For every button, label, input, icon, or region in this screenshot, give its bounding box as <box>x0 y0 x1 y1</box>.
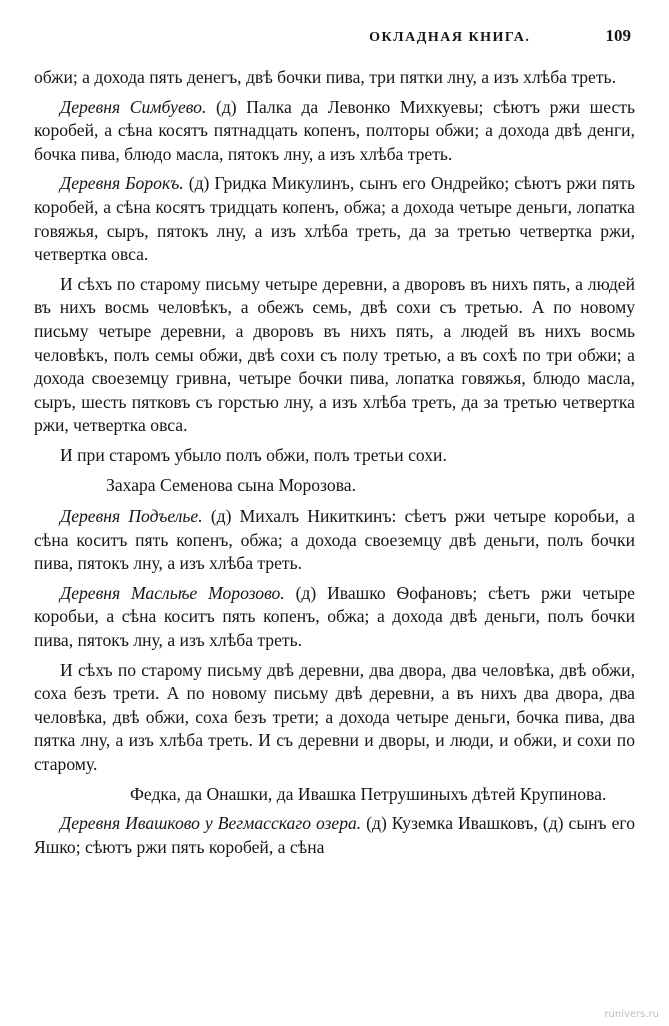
paragraph <box>34 273 635 438</box>
owner-name: Федка, да Онашки, да Ивашка Петрушиныхъ дѣтей Крупинова. <box>130 783 607 804</box>
paragraph <box>34 659 635 777</box>
paragraph-text: И при старомъ убыло полъ обжи, полъ третьи сохи. <box>60 444 447 465</box>
paragraph-text: И сѣхъ по старому письму двѣ деревни, два двора, два человѣка, двѣ обжи, соха безъ трети. А по новому письму двѣ деревни, а въ нихъ два двора, два человѣка, двѣ обжи, соха безъ трети; а дохода четыре деньги, бочка пива, два пятка лну, а изъ хлѣба треть. И съ деревни и дворы, и люди, и обжи, и сохи по старому. <box>34 659 635 775</box>
paragraph <box>34 505 635 576</box>
owner-name: Захара Семенова сына Морозова. <box>106 474 356 495</box>
paragraph-text: (д) Михалъ Никиткинъ: сѣетъ ржи четыре коробьи, а сѣна коситъ пять копенъ, обжа; а дохода своеземцу двѣ деньги, полъ бочки пива, пятокъ лну, а изъ хлѣба треть. <box>34 506 635 574</box>
paragraph <box>34 96 635 167</box>
running-title: ОКЛАДНАЯ КНИГА. <box>369 30 531 45</box>
running-header <box>34 26 635 52</box>
body-text <box>34 66 635 859</box>
paragraph-text: (д) Гридка Микулинъ, сынъ его Ондрейко; сѣютъ ржи пять коробей, а сѣна косятъ тридцать копенъ, обжа; а дохода четыре деньги, лопатка говяжья, сыръ, пятокъ лну, а изъ хлѣба треть, да за третью четвертка ржи, четвертка овса. <box>34 173 635 265</box>
paragraph-text: (д) Ивашко Ѳофановъ; сѣетъ ржи четыре коробьи, а сѣна коситъ пять копенъ, обжа; а дохода двѣ деньги, полъ бочки пива, пятокъ лну, а изъ хлѣба треть. <box>34 582 635 651</box>
paragraph-text: (д) Палка да Левонко Михкуевы; сѣютъ ржи шесть коробей, а сѣна косятъ пятнадцать копенъ, полторы обжи; а дохода двѣ денги, бочка пива, блюдо масла, пятокъ лну, а изъ хлѣба треть. <box>34 96 635 164</box>
paragraph <box>34 812 635 859</box>
section-heading <box>34 783 635 807</box>
paragraph-text: И сѣхъ по старому письму четыре деревни, а дворовъ въ нихъ пять, а людей въ нихъ восмь человѣкъ, а обежъ семь, двѣ сохи съ третью. А по новому письму четыре деревни, а дворовъ въ нихъ пять, а людей въ нихъ восмь человѣкъ, полъ семы обжи, двѣ сохи съ полу третью, а въ сохѣ по три обжи; а дохода своеземцу гривна, четыре бочки пива, лопатка говяжья, блюдо масла, сыръ, шесть пятковъ съ горстью лну, а изъ хлѣба треть, да за третью четвертка ржи, четвертка овса. <box>34 273 635 436</box>
village-name: Деревня Масльѣе Морозово. <box>60 582 285 603</box>
village-name: Деревня Подъелье. <box>60 506 203 527</box>
paragraph <box>34 66 635 90</box>
paragraph <box>34 444 635 468</box>
paragraph <box>34 172 635 266</box>
paragraph-text: обжи; а дохода пять денегъ, двѣ бочки пива, три пятки лну, а изъ хлѣба треть. <box>34 67 616 87</box>
paragraph-text: (д) Куземка Ивашковъ, (д) сынъ его Яшко; сѣютъ ржи пять коробей, а сѣна <box>34 813 635 857</box>
village-name: Деревня Борокъ. <box>60 173 184 194</box>
village-name: Деревня Ивашково у Вегмасскаго озера. <box>60 813 362 834</box>
watermark: runivers.ru <box>604 1009 659 1020</box>
paragraph <box>34 582 635 653</box>
village-name: Деревня Симбуево. <box>60 96 207 117</box>
page-number: 109 <box>605 26 631 45</box>
section-heading <box>34 474 635 498</box>
